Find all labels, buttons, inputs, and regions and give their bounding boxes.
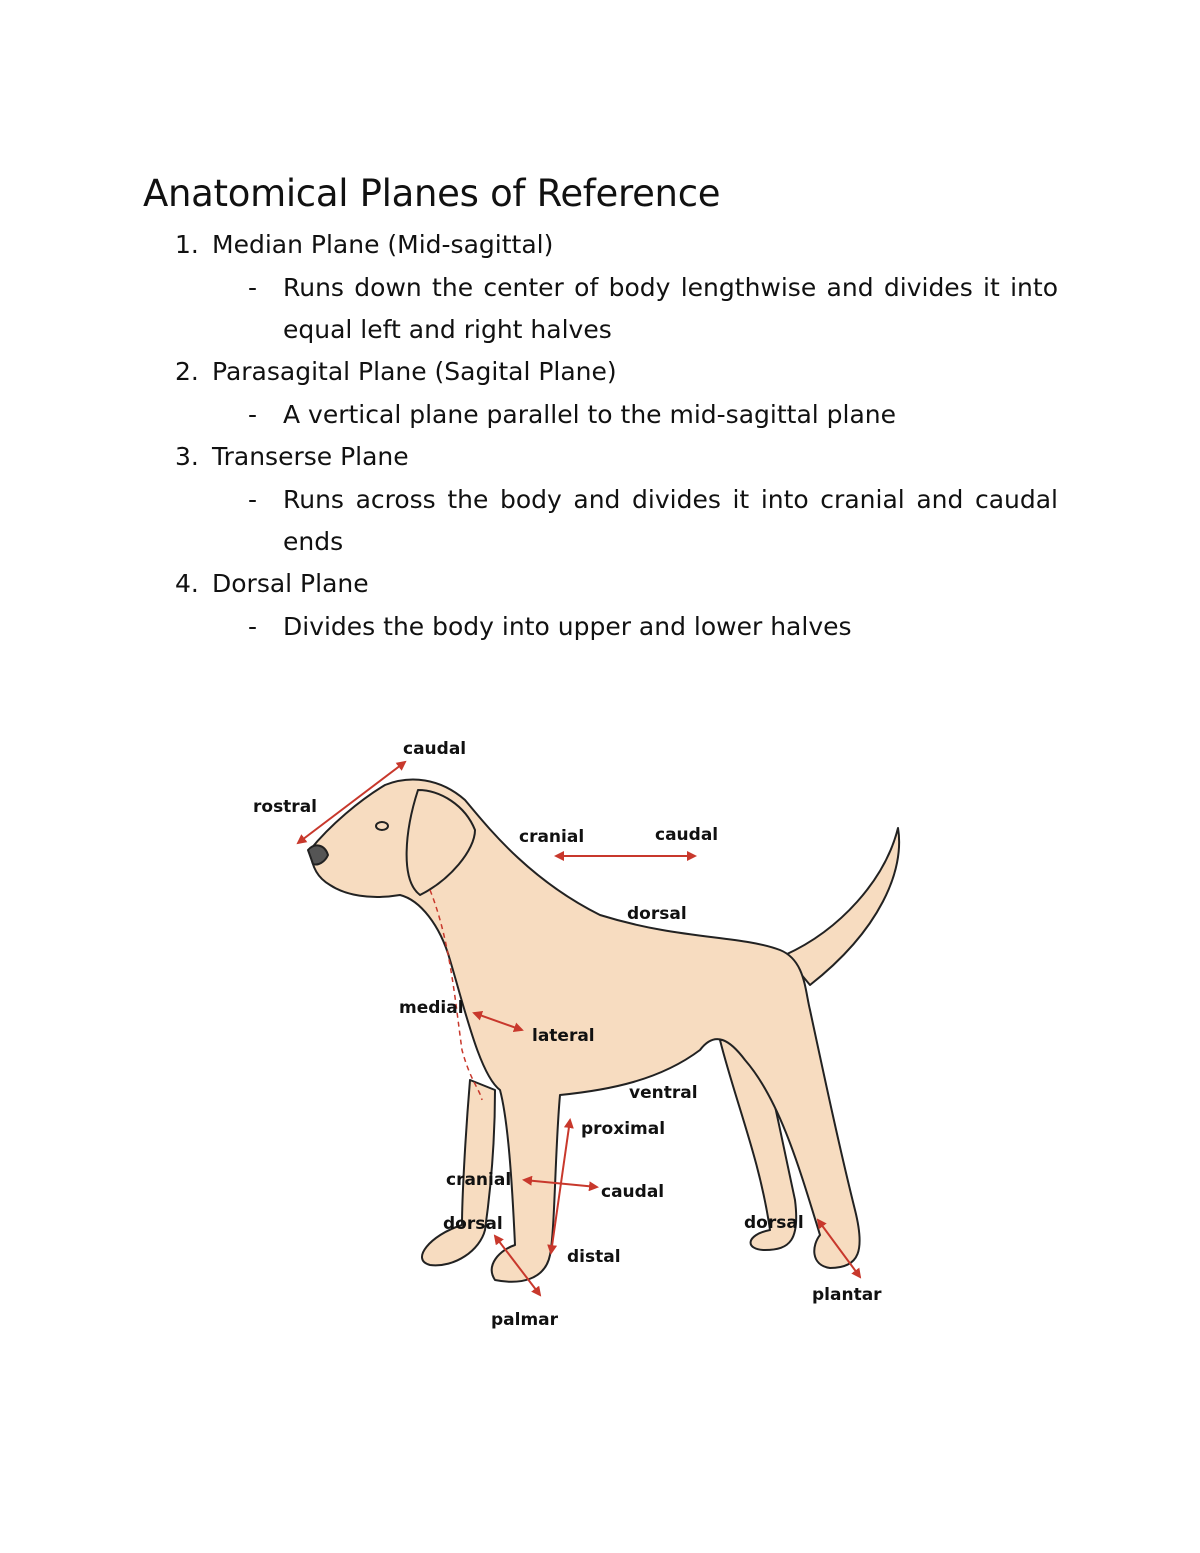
plane-name: Median Plane (Mid-sagittal) [212,230,554,259]
label-distal: distal [567,1247,621,1267]
label-plantar: plantar [812,1285,882,1305]
plane-description-1: - Runs down the center of body lengthwise and divides it into equal left and right halves [248,273,1058,344]
label-cranial-leg: cranial [446,1170,512,1190]
label-caudal-top: caudal [655,825,719,845]
plane-item-4: 4. Dorsal Plane [175,569,369,598]
label-rostral: rostral [253,797,317,817]
label-medial: medial [399,998,464,1018]
label-dorsal-front: dorsal [443,1214,503,1234]
label-caudal-leg: caudal [601,1182,665,1202]
page-title: Anatomical Planes of Reference [143,172,721,215]
plane-name: Parasagital Plane (Sagital Plane) [212,357,617,386]
plane-item-2: 2. Parasagital Plane (Sagital Plane) [175,357,617,386]
label-dorsal-back: dorsal [627,904,687,924]
dog-eye [376,822,388,830]
plane-item-3: 3. Transerse Plane [175,442,409,471]
label-cranial-top: cranial [519,827,585,847]
dog-illustration [308,780,899,1282]
plane-description-4: - Divides the body into upper and lower halves [248,612,852,641]
plane-name: Dorsal Plane [212,569,369,598]
plane-item-1: 1. Median Plane (Mid-sagittal) [175,230,554,259]
plane-description-3: - Runs across the body and divides it into cranial and caudal ends [248,485,1058,556]
label-palmar: palmar [491,1310,559,1330]
dog-tail [785,828,899,985]
label-proximal: proximal [581,1119,666,1139]
plane-name: Transerse Plane [212,442,409,471]
label-ventral: ventral [629,1083,698,1103]
plane-description-2: - A vertical plane parallel to the mid-sagittal plane [248,400,897,429]
label-dorsal-rear: dorsal [744,1213,804,1233]
label-caudal-head: caudal [403,739,467,759]
label-lateral: lateral [532,1026,595,1046]
